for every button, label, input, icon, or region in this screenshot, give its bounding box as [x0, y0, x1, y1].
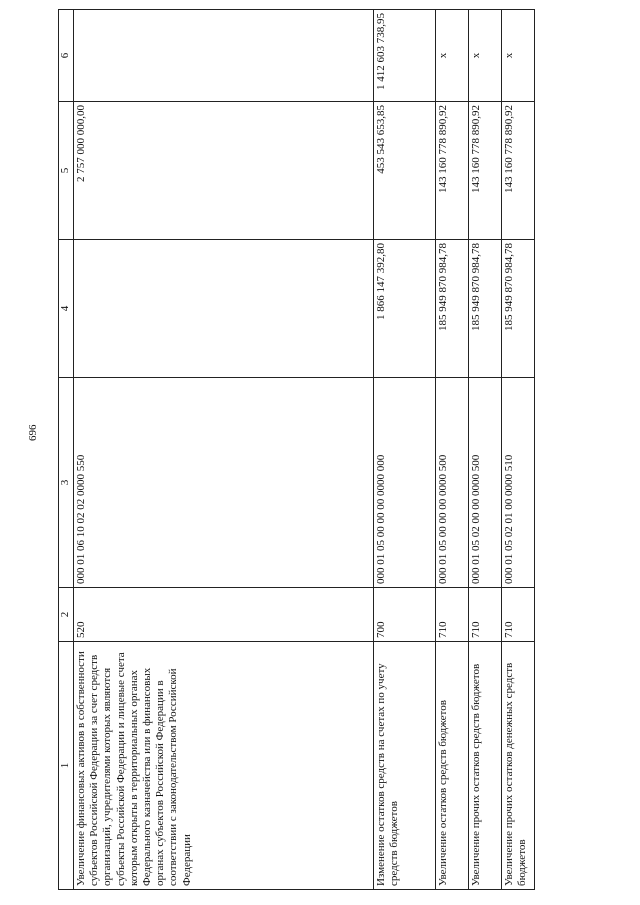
line-code: 710 [469, 588, 502, 642]
column-number: 5 [59, 102, 74, 240]
budget-classification-code: 000 01 05 02 01 00 0000 510 [502, 378, 535, 588]
amount-col5: 143 160 778 890,92 [436, 102, 469, 240]
line-code: 700 [374, 588, 436, 642]
amount-col4: 185 949 870 984,78 [436, 240, 469, 378]
table-row [74, 10, 374, 890]
amount-col6: x [502, 10, 535, 102]
indicator-name: Изменение остатков средств на счетах по учету средств бюджетов [374, 642, 436, 890]
indicator-name: Увеличение прочих остатков денежных средств бюджетов [502, 642, 535, 890]
column-number: 2 [59, 588, 74, 642]
table-row [374, 10, 436, 890]
budget-classification-code: 000 01 05 02 00 00 0000 500 [469, 378, 502, 588]
amount-col6 [74, 10, 374, 102]
amount-col6: x [469, 10, 502, 102]
table-row [469, 10, 502, 890]
budget-classification-code: 000 01 06 10 02 02 0000 550 [74, 378, 374, 588]
column-number: 1 [59, 642, 74, 890]
line-code: 520 [74, 588, 374, 642]
amount-col4: 1 866 147 392,80 [374, 240, 436, 378]
indicator-name: Увеличение финансовых активов в собственности субъектов Российской Федерации за счет средств организаций, учредителями которых являются субъекты Российской Федерации и лицевые счета которым открыты в территориальных органах Федерального казначейства или в финансовых органах субъектов Российской Федерации в соответствии с законодательством Российской Федерации [74, 642, 374, 890]
amount-col4: 185 949 870 984,78 [502, 240, 535, 378]
line-code: 710 [436, 588, 469, 642]
page-number: 696 [27, 424, 39, 441]
amount-col4 [74, 240, 374, 378]
table-row [502, 10, 535, 890]
amount-col6: x [436, 10, 469, 102]
amount-col5: 143 160 778 890,92 [469, 102, 502, 240]
rotated-table-wrapper [58, 10, 558, 890]
column-number: 4 [59, 240, 74, 378]
indicator-name: Увеличение прочих остатков средств бюджетов [469, 642, 502, 890]
amount-col5: 453 543 653,85 [374, 102, 436, 240]
budget-classification-code: 000 01 05 00 00 00 0000 000 [374, 378, 436, 588]
indicator-name: Увеличение остатков средств бюджетов [436, 642, 469, 890]
line-code: 710 [502, 588, 535, 642]
budget-classification-code: 000 01 05 00 00 00 0000 500 [436, 378, 469, 588]
budget-sources-table [58, 9, 535, 890]
amount-col4: 185 949 870 984,78 [469, 240, 502, 378]
amount-col5: 2 757 000 000,00 [74, 102, 374, 240]
amount-col6: 1 412 603 738,95 [374, 10, 436, 102]
column-number-row [59, 10, 74, 890]
column-number: 6 [59, 10, 74, 102]
table-row [436, 10, 469, 890]
amount-col5: 143 160 778 890,92 [502, 102, 535, 240]
column-number: 3 [59, 378, 74, 588]
